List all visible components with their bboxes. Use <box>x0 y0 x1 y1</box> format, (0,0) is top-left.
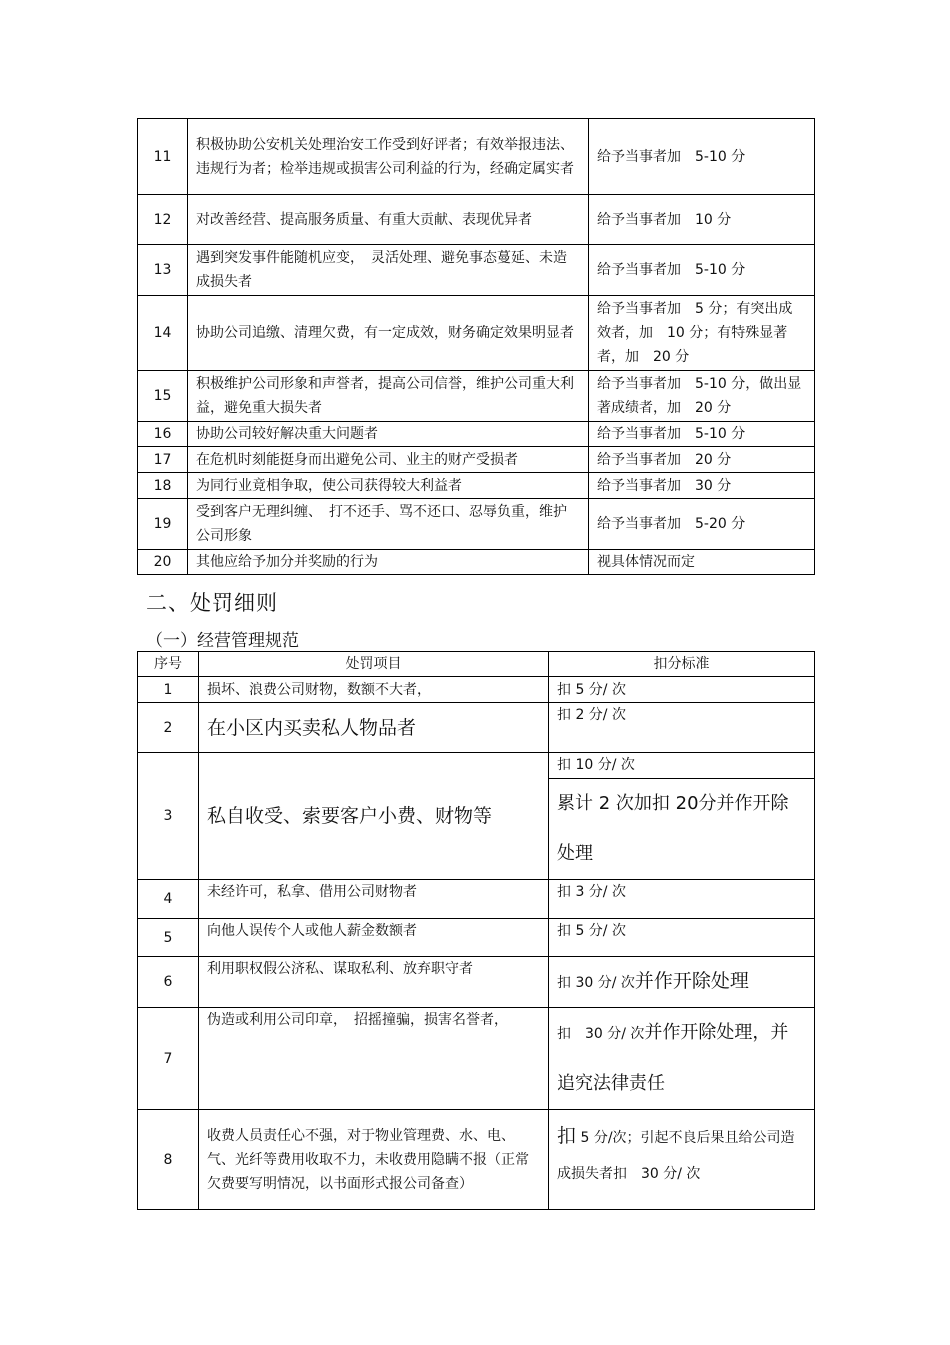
subsection-title: （一）经营管理规范 <box>146 631 299 651</box>
reward-item: 积极维护公司形象和声誉者，提高公司信誉，维护公司重大利益，避免重大损失者 <box>188 371 589 422</box>
table-row <box>138 296 815 371</box>
penalty-std: 扣 30 分/ 次 <box>557 1026 645 1042</box>
reward-score: 给予当事者加 30 分 <box>589 473 815 499</box>
table-row <box>138 880 815 919</box>
reward-item: 为同行业竟相争取，使公司获得较大利益者 <box>188 473 589 499</box>
table-row <box>138 1110 815 1210</box>
header-row <box>138 652 815 677</box>
table-row <box>138 753 815 880</box>
table-row <box>138 1008 815 1110</box>
reward-score: 给予当事者加 5-10 分 <box>589 245 815 296</box>
row-number: 15 <box>138 371 188 422</box>
reward-item: 其他应给予加分并奖励的行为 <box>188 550 589 575</box>
penalty-item: 私自收受、索要客户小费、财物等 <box>199 753 549 880</box>
row-number: 1 <box>138 677 199 703</box>
penalty-item: 损坏、浪费公司财物，数额不大者， <box>199 677 549 703</box>
penalty-item: 利用职权假公济私、谋取私利、放弃职守者 <box>199 957 549 1008</box>
reward-item: 积极协助公安机关处理治安工作受到好评者；有效举报违法、违规行为者；检举违规或损害公司利益的行为，经确定属实者 <box>188 119 589 195</box>
table-row <box>138 499 815 550</box>
reward-item: 协助公司追缴、清理欠费，有一定成效，财务确定效果明显者 <box>188 296 589 371</box>
row-number: 7 <box>138 1008 199 1110</box>
reward-score: 给予当事者加 10 分 <box>589 195 815 245</box>
penalty-std-emphasis: 扣 <box>557 1125 577 1147</box>
header-no: 序号 <box>138 652 199 677</box>
reward-item: 遇到突发事件能随机应变， 灵活处理、避免事态蔓延、未造成损失者 <box>188 245 589 296</box>
row-number: 19 <box>138 499 188 550</box>
row-number: 20 <box>138 550 188 575</box>
table-row <box>138 447 815 473</box>
penalty-std: 扣 2 分/ 次 <box>549 703 815 753</box>
row-number: 18 <box>138 473 188 499</box>
reward-item: 在危机时刻能挺身而出避免公司、业主的财产受损者 <box>188 447 589 473</box>
table-row <box>138 422 815 447</box>
row-number: 6 <box>138 957 199 1008</box>
reward-score: 给予当事者加 5-20 分 <box>589 499 815 550</box>
table-row <box>138 957 815 1008</box>
reward-score: 给予当事者加 5-10 分 <box>589 119 815 195</box>
table-row <box>138 919 815 957</box>
header-std: 扣分标准 <box>549 652 815 677</box>
table-row <box>138 677 815 703</box>
reward-table <box>137 118 815 575</box>
penalty-item: 向他人误传个人或他人薪金数额者 <box>199 919 549 957</box>
row-number: 2 <box>138 703 199 753</box>
penalty-std-cell <box>549 753 815 880</box>
table-row <box>138 703 815 753</box>
penalty-std-extra: 累计 2 次加扣 20分并作开除处理 <box>557 793 789 864</box>
header-item: 处罚项目 <box>199 652 549 677</box>
penalty-std-emphasis: 并作开除处理，并追究法律责任 <box>557 1022 789 1094</box>
penalty-table <box>137 651 815 1210</box>
row-number: 16 <box>138 422 188 447</box>
penalty-std: 扣 5 分/ 次 <box>549 677 815 703</box>
table-row <box>138 371 815 422</box>
penalty-std-cell <box>549 1008 815 1110</box>
row-number: 12 <box>138 195 188 245</box>
reward-score: 给予当事者加 5-10 分，做出显著成绩者，加 20 分 <box>589 371 815 422</box>
table-row <box>138 473 815 499</box>
penalty-item: 在小区内买卖私人物品者 <box>199 703 549 753</box>
reward-item: 协助公司较好解决重大问题者 <box>188 422 589 447</box>
row-number: 4 <box>138 880 199 919</box>
section-title: 二、处罚细则 <box>146 591 278 615</box>
penalty-item: 伪造或利用公司印章， 招摇撞骗，损害名誉者， <box>199 1008 549 1110</box>
penalty-std-emphasis: 并作开除处理 <box>634 970 749 992</box>
row-number: 11 <box>138 119 188 195</box>
reward-item: 对改善经营、提高服务质量、有重大贡献、表现优异者 <box>188 195 589 245</box>
penalty-std: 扣 10 分/ 次 <box>549 753 814 779</box>
penalty-std-cell <box>549 1110 815 1210</box>
row-number: 17 <box>138 447 188 473</box>
penalty-std: 扣 30 分/ 次 <box>557 975 635 991</box>
row-number: 3 <box>138 753 199 880</box>
reward-score: 给予当事者加 20 分 <box>589 447 815 473</box>
row-number: 13 <box>138 245 188 296</box>
penalty-std: 5 分/次；引起不良后果且给公司造成损失者扣 30 分/ 次 <box>557 1130 795 1182</box>
table-row <box>138 550 815 575</box>
row-number: 5 <box>138 919 199 957</box>
row-number: 14 <box>138 296 188 371</box>
penalty-item: 收费人员责任心不强，对于物业管理费、水、电、气、光纤等费用收取不力，未收费用隐瞒不报（正常欠费要写明情况，以书面形式报公司备查） <box>199 1110 549 1210</box>
reward-score: 视具体情况而定 <box>589 550 815 575</box>
penalty-item: 未经许可，私拿、借用公司财物者 <box>199 880 549 919</box>
reward-score: 给予当事者加 5-10 分 <box>589 422 815 447</box>
penalty-std: 扣 5 分/ 次 <box>549 919 815 957</box>
table-row <box>138 245 815 296</box>
row-number: 8 <box>138 1110 199 1210</box>
reward-score: 给予当事者加 5 分；有突出成效者，加 10 分；有特殊显著者，加 20 分 <box>589 296 815 371</box>
penalty-std-cell <box>549 957 815 1008</box>
table-row <box>138 195 815 245</box>
penalty-std: 扣 3 分/ 次 <box>549 880 815 919</box>
reward-item: 受到客户无理纠缠、 打不还手、骂不还口、忍辱负重，维护公司形象 <box>188 499 589 550</box>
table-row <box>138 119 815 195</box>
